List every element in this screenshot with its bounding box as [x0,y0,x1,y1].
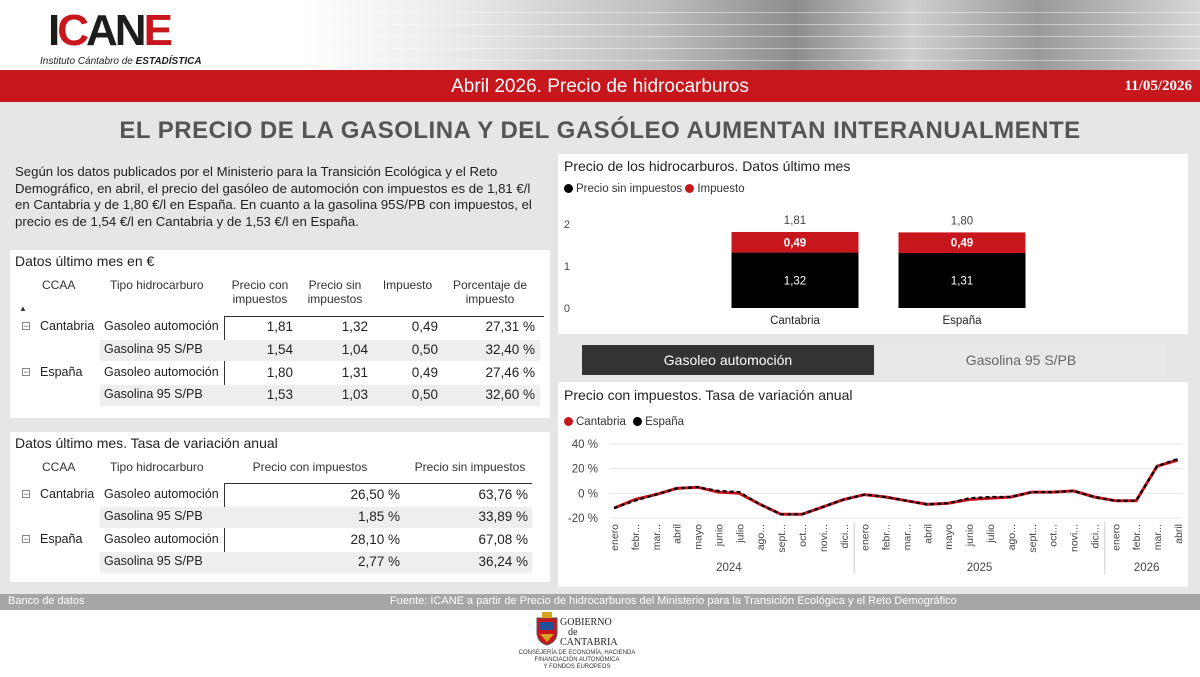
x-tick-label: abril [922,524,935,544]
table-cell: 32,60 % [485,387,535,402]
chart-title: Precio con impuestos. Tasa de variación anual [564,387,853,403]
gasolina-button[interactable]: Gasolina 95 S/PB [876,345,1166,375]
x-tick-label: mar... [1152,524,1165,551]
header [0,0,1200,102]
table-row-tipo: Gasolina 95 S/PB [104,342,203,356]
headline: EL PRECIO DE LA GASOLINA Y DEL GASÓLEO AUMENTAN INTERANUALMENTE [119,117,1081,144]
x-tick-label: dici... [838,524,851,549]
y-tick-label: 20 % [571,463,598,476]
table-cell: 0,49 [411,319,438,334]
report-title: Abril 2026. Precio de hidrocarburos [451,76,749,97]
table-row-ccaa: España [40,532,83,546]
bar-total-label: 1,80 [950,215,974,228]
x-tick-label: Cantabria [770,315,820,327]
x-group-label: 2024 [716,562,742,574]
y-tick-label: 1 [563,261,570,273]
legend-item[interactable]: Precio sin impuestos [564,183,682,195]
x-tick-label: ago... [755,524,768,551]
y-tick-label: 2 [563,219,570,231]
x-tick-label: enero [609,524,621,551]
x-tick-label: ago... [1005,524,1018,551]
legend-item[interactable]: España [633,416,684,428]
x-tick-label: sept... [1026,524,1039,553]
logo-mark: ICANE [48,6,170,55]
table-cell: 1,81 [266,319,293,334]
gov-name: GOBIERNO de CANTABRIA [560,617,618,648]
table-cell: 32,40 % [485,342,535,357]
x-tick-label: novi... [817,524,830,553]
bar-chart [558,154,1188,334]
table-row-tipo: Gasoleo automoción [104,365,219,379]
x-tick-label: abril [671,524,684,544]
x-group-label: 2026 [1133,562,1160,574]
line-chart [558,382,1188,587]
collapse-icon[interactable]: − [23,489,29,499]
x-tick-label: novi... [1068,524,1081,553]
x-tick-label: enero [1110,524,1123,551]
x-tick-label: junio [713,524,726,547]
legend-item[interactable]: Cantabria [564,416,626,428]
table-row-tipo: Gasolina 95 S/PB [104,554,203,568]
bar-chart-panel [558,154,1188,334]
sort-up-icon[interactable]: ▲ [19,304,27,313]
table-row-tipo: Gasoleo automoción [104,532,219,546]
table-cell: 0,50 [411,387,438,402]
table-cell: 1,53 [266,387,293,402]
x-tick-label: enero [859,524,872,551]
report-body [0,102,1200,594]
bar-data-label: 0,49 [783,237,807,250]
x-tick-label: sept... [776,524,789,553]
x-tick-label: mar... [901,524,914,551]
table-cell: 2,77 % [357,554,400,569]
x-tick-label: febr... [880,524,893,551]
x-tick-label: oct... [797,524,809,547]
title-bar [0,70,1200,102]
series-line-espana [614,459,1178,515]
x-tick-label: mayo [943,524,956,550]
table-row-tipo: Gasolina 95 S/PB [104,509,203,523]
table-cell: 27,46 % [485,365,535,380]
collapse-icon[interactable]: − [23,367,29,377]
col-header-precio-con[interactable]: Precio con impuestos [252,460,368,474]
y-tick-label: 0 % [578,488,598,501]
x-tick-label: España [942,315,982,327]
x-tick-label: junio [964,524,977,547]
table-row-ccaa: Cantabria [40,487,95,501]
summary-text: Según los datos publicados por el Ministerio para la Transición Ecológica y el Reto Demográfico, en abril, el precio del gasóleo de automoción con impuestos es de 1,81 €/l en Cantabria y de 1,80 €/l en España. En cuanto a la gasolina 95S/PB con impuestos, el precio es de 1,54 €/l en Cantabria y de 1,53 €/l en España. [15,164,532,229]
table-cell: 1,04 [341,342,368,357]
x-tick-label: julio [985,524,997,543]
table-cell: 1,03 [341,387,368,402]
table-row-tipo: Gasoleo automoción [104,487,219,501]
icane-logo[interactable] [40,6,240,68]
bar-data-label: 0,49 [950,237,974,250]
bar-total-label: 1,81 [783,214,807,227]
table-latest-month [10,250,550,418]
table-cell: 0,50 [411,342,438,357]
coat-of-arms-icon [534,612,560,646]
table-cell: 0,49 [411,365,438,380]
source-text: Fuente: ICANE a partir de Precio de hidrocarburos del Ministerio para la Transición Ecológica y el Reto Demográfico [390,595,957,607]
x-tick-label: mayo [692,524,705,550]
col-header-ccaa[interactable]: CCAA [42,460,76,474]
newspaper-banner-image [300,0,1200,70]
bar-data-label: 1,31 [950,275,974,288]
table-cell: 1,31 [341,365,368,380]
table-cell: 1,54 [266,342,293,357]
banco-datos-link[interactable]: Banco de datos [8,595,85,607]
collapse-icon[interactable]: − [23,321,29,331]
y-tick-label: 40 % [571,439,598,451]
table-row-tipo: Gasolina 95 S/PB [104,387,203,401]
table-annual-variation [10,432,550,582]
col-header-precio-sin[interactable]: Precio sin impuestos [307,278,363,306]
logo-subtitle: Instituto Cántabro de ESTADÍSTICA [40,56,202,67]
col-header-precio-sin[interactable]: Precio sin impuestos [414,460,526,474]
table-cell: 1,32 [341,319,368,334]
fuel-type-toggle [582,345,1166,375]
col-header-impuesto[interactable]: Impuesto [382,278,433,292]
col-header-ccaa[interactable]: CCAA [42,278,76,292]
gobierno-cantabria-logo [512,610,642,676]
col-header-precio-con[interactable]: Precio con impuestos [231,278,289,306]
table-title: Datos último mes. Tasa de variación anual [15,435,278,451]
gov-department: CONSEJERÍA DE ECONOMÍA, HACIENDA FINANCIACIÓN AUTONÓMICA Y FONDOS EUROPEOS [518,650,636,670]
x-group-label: 2025 [966,562,993,574]
table-cell: 27,31 % [485,319,535,334]
table-cell: 1,85 % [357,509,400,524]
y-tick-label: 0 [563,303,570,315]
table-cell: 26,50 % [350,487,400,502]
table-cell: 28,10 % [350,532,400,547]
x-tick-label: abril [1173,524,1185,544]
x-tick-label: dici... [1089,524,1102,549]
collapse-icon[interactable]: − [23,534,29,544]
col-header-tipo[interactable]: Tipo hidrocarburo [110,460,204,474]
table-cell: 33,89 % [478,509,528,524]
report-date: 11/05/2026 [1124,78,1192,94]
col-header-porcentaje[interactable]: Porcentaje de impuesto [452,278,528,306]
x-tick-label: febr... [629,524,642,551]
table-cell: 36,24 % [478,554,528,569]
x-tick-label: julio [734,524,747,543]
table-row-ccaa: Cantabria [40,319,95,333]
y-tick-label: -20 % [567,513,598,525]
table-row-ccaa: España [40,365,83,379]
line-chart-panel [558,382,1188,587]
x-tick-label: febr... [1131,524,1144,551]
table-cell: 67,08 % [478,532,528,547]
source-bar [0,594,1200,610]
col-header-tipo[interactable]: Tipo hidrocarburo [110,278,204,292]
x-tick-label: mar... [650,524,663,551]
legend-item[interactable]: Impuesto [685,183,744,195]
x-tick-label: oct... [1047,524,1060,547]
chart-title: Precio de los hidrocarburos. Datos último mes [564,158,851,174]
table-title: Datos último mes en € [15,253,155,269]
gasoleo-button[interactable]: Gasoleo automoción [582,345,874,375]
bar-data-label: 1,32 [783,275,807,288]
table-cell: 63,76 % [478,487,528,502]
table-row-tipo: Gasoleo automoción [104,319,219,333]
table-cell: 1,80 [266,365,293,380]
